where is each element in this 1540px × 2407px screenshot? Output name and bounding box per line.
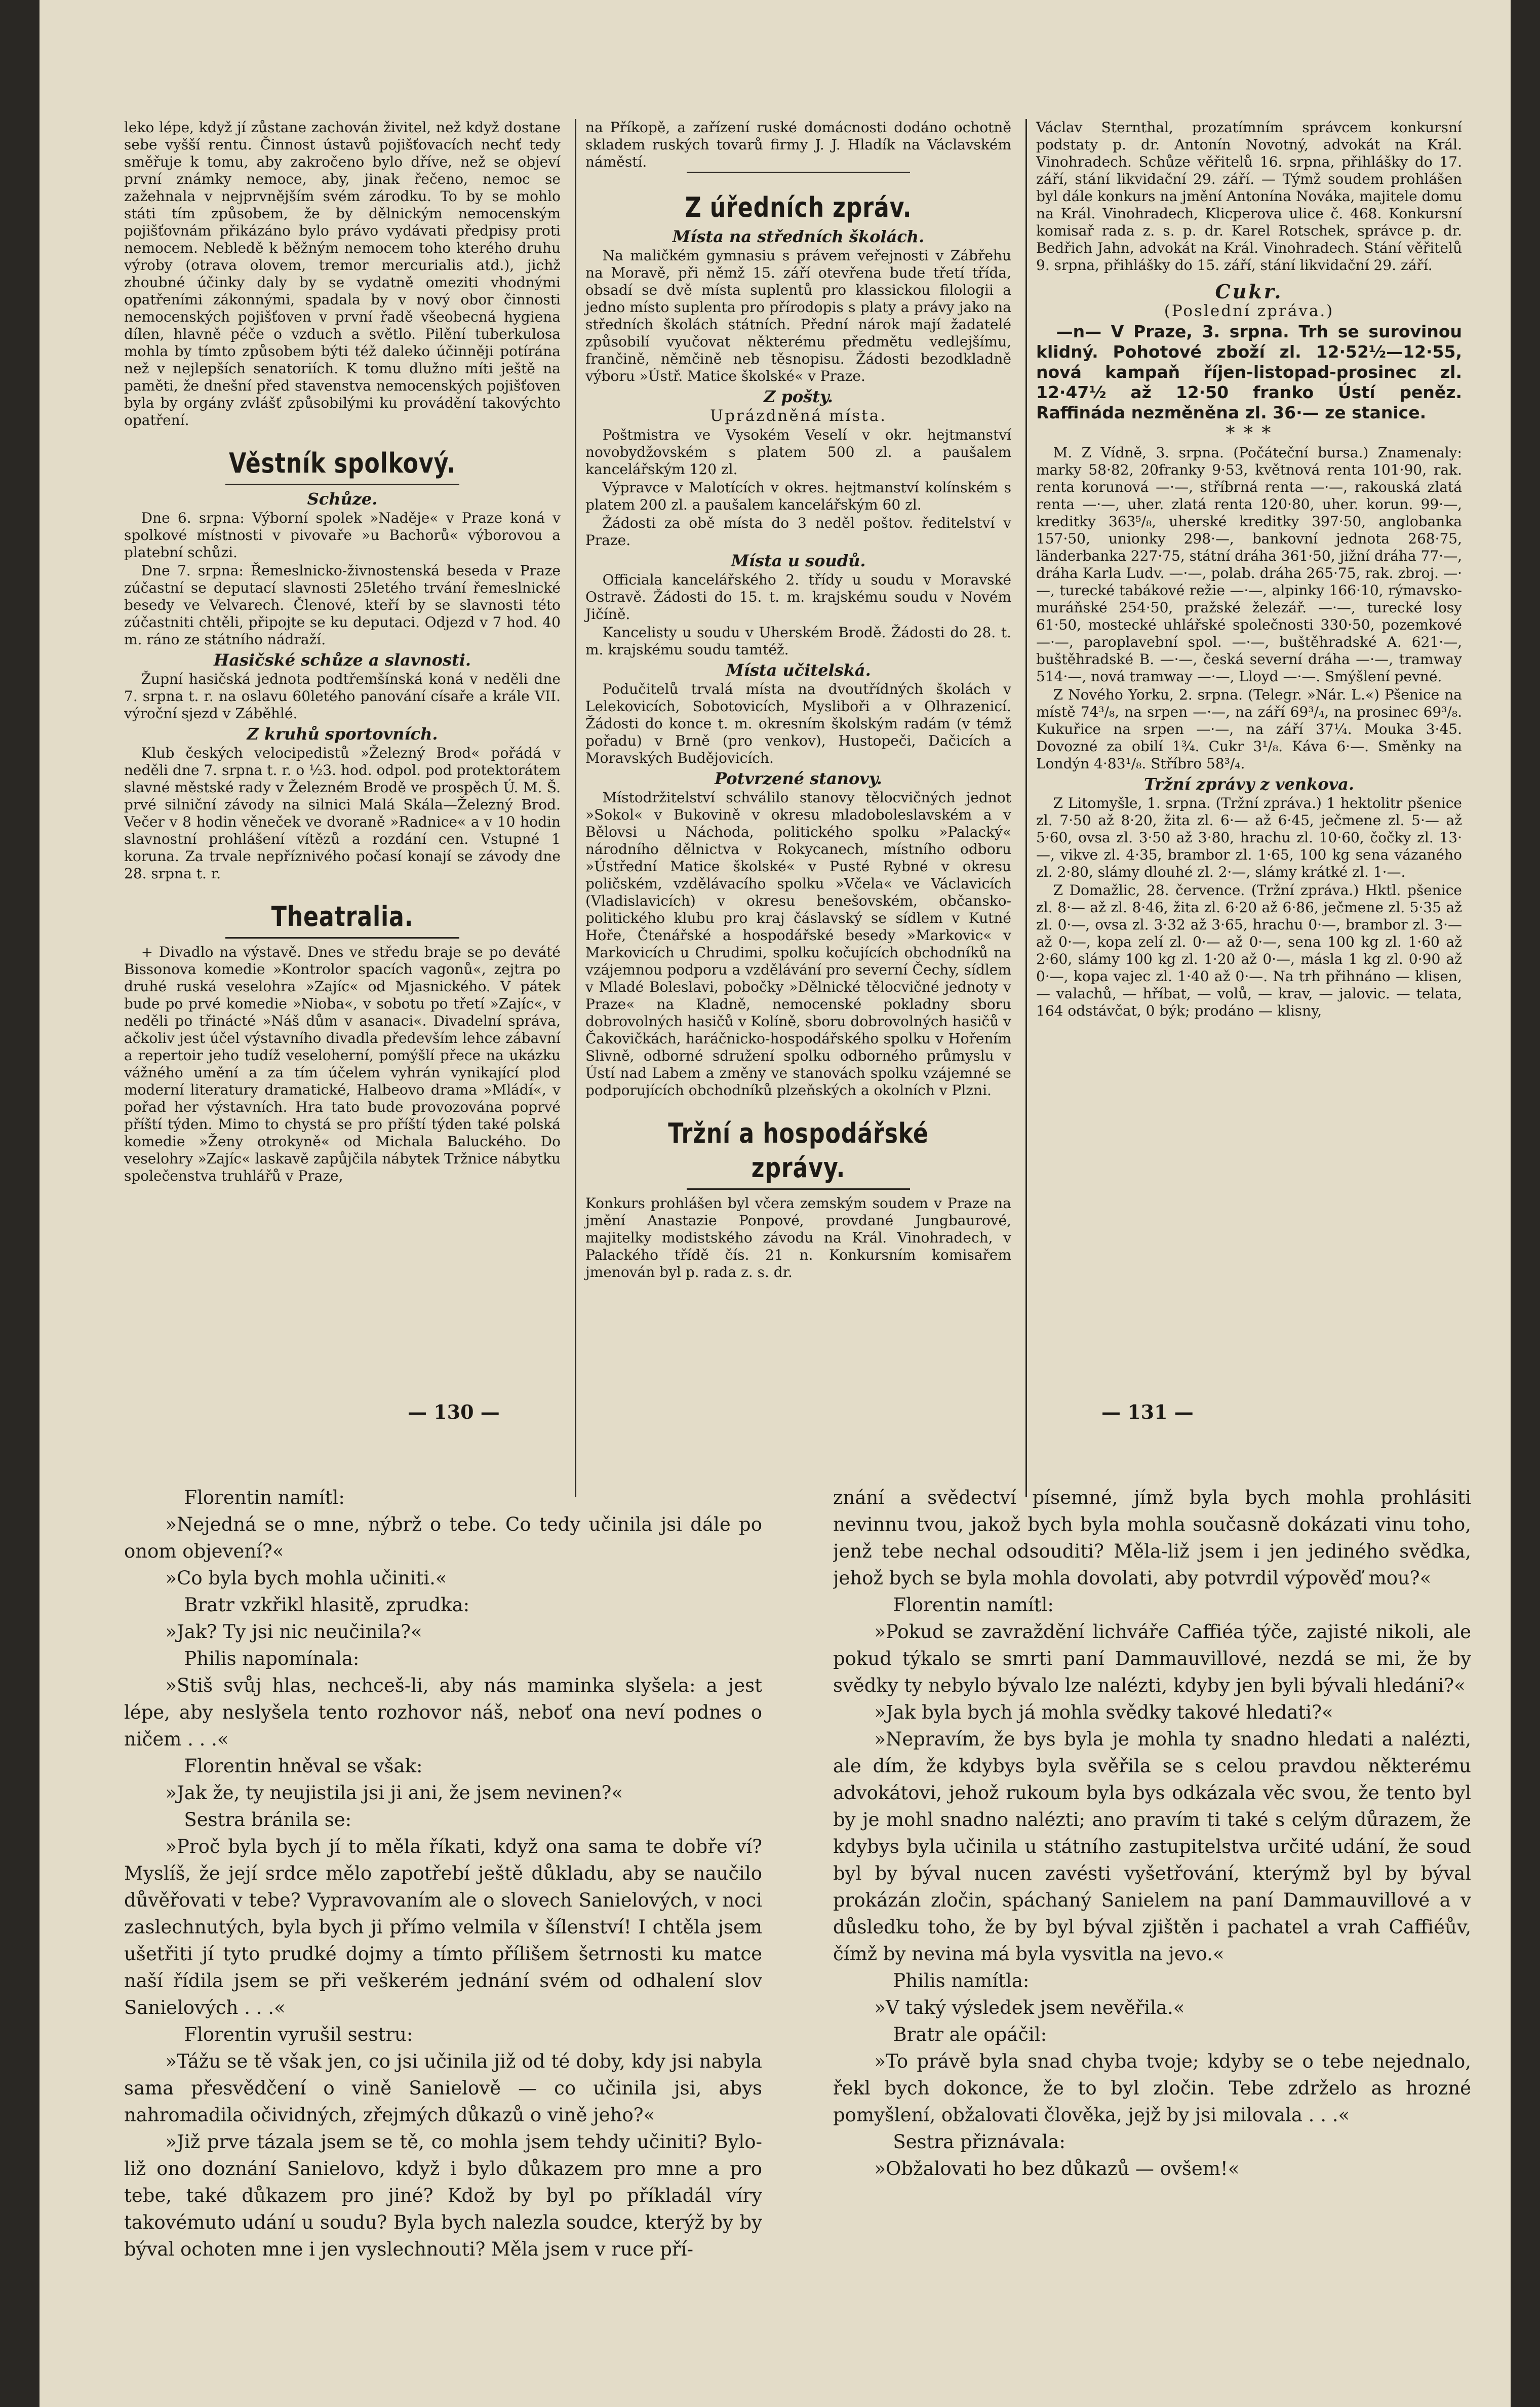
dialogue-paragraph: »Nepravím, že bys byla je mohla ty snadno hledati a nalézti, ale dím, že kdybys byla svěřila se s celou pravdou některému advokátovi, jehož rukoum byla bys odkázala věc svou, že tento byl by je mohl snadno nalézti; ano pravím ti také s celým důrazem, že kdybys byla učinila u státního zastupitelstva určité udání, že soud byl by býval nucen zavésti vyšetřování, kterýmž byl by býval prokázán zločin, spáchaný Sanielem na paní Dammauvillové a v důsledku toho, že by byl býval zjištěn i pachatel a vrah Caffiéův, čímž by nevina má byla vysvitla na jevo.« <box>833 1728 1471 1965</box>
news-column-3 <box>1025 119 1471 1497</box>
article-text <box>124 119 561 429</box>
dialogue-paragraph: »Stiš svůj hlas, nechceš-li, aby nás maminka slyšela: a jest lépe, aby neslyšela tento rozhovor náš, neboť ona neví podnes o ničem . . .« <box>124 1675 762 1750</box>
page-number-right: — 131 — <box>1101 1401 1194 1423</box>
subheading-posledni-zprava: (Poslední zpráva.) <box>1164 302 1334 320</box>
subheading-cukr: Cukr. <box>1215 280 1283 303</box>
speaker-line: Sestra přiznávala: <box>893 2131 1065 2153</box>
paragraph: Officiala kancelářského 2. třídy u soudu v Moravské Ostravě. Žádosti do 15. t. m. krajskému soudu v Novém Jičíně. <box>585 571 1011 623</box>
section-heading-trzni: Tržní a hospodářské zprávy. <box>668 1117 929 1184</box>
article-text <box>585 119 1011 171</box>
subheading-posta: Z pošty. <box>763 387 834 406</box>
dialogue-paragraph: »Obžalovati ho bez důkazů — ovšem!« <box>874 2158 1240 2180</box>
speaker-line: Philis napomínala: <box>184 1648 360 1670</box>
article-text <box>1036 444 1462 772</box>
news-column-2 <box>575 119 1020 1497</box>
speaker-line: Florentin namítl: <box>893 1594 1054 1616</box>
paragraph: Župní hasičská jednota podtřemšínská koná v neděli dne 7. srpna t. r. na oslavu 60letého panování císaře a krále VII. výroční sjezd v Záběhlé. <box>124 671 561 722</box>
paragraph: Výpravce v Malotících v okres. hejtmanství kolínském s platem 200 zl. a paušalem kancelářským 60 zl. <box>585 479 1011 513</box>
paragraph: Na maličkém gymnasiu s právem veřejnosti v Zábřehu na Moravě, při němž 15. září otevřena bude třetí třída, obsadí se dvě místa suplentů pro klassickou filologii a jedno místo suplenta pro přírodopis s platy a právy jako na středních školách státních. Přední nárok mají žadatelé způsobilí vyučovat některému předmětu vedlejšímu, frančině, němčině neb těsnopisu. Žádosti bezodkladně výboru »Ústř. Matice školské« v Praze. <box>585 247 1011 384</box>
novel-pages <box>124 1484 1471 2376</box>
paragraph: Václav Sternthal, prozatímním správcem konkursní podstaty p. dr. Antonín Novotný, advokát na Král. Vinohradech. Schůze věřitelů 16. srpna, přihlášky do 17. září, stání likvidační 29. září. — Týmž soudem prohlášen byl dále konkurs na jmění Antonína Nováka, majitele domu na Král. Vinohradech, Klicperova ulice č. 468. Konkursní komisař rada z. s. p. dr. Karel Rotschek, správce p. dr. Bedřich Jahn, advokát na Král. Vinohradech. Stání věřitelů 9. srpna, přihlášky do 15. září, stání likvidační 29. září. <box>1036 119 1462 274</box>
speaker-line: Bratr vzkřikl hlasitě, zprudka: <box>184 1594 470 1616</box>
paragraph: + Divadlo na výstavě. Dnes ve středu braje se po deváté Bissonova komedie »Kontrolor spacích vagonů«, zejtra po druhé ruská veselohra »Zajíc« od Mjasnického. V pátek bude po prvé komedie »Nioba«, v sobotu po třetí »Zajíc«, v neděli po třinácté »Náš dům v asanaci«. Divadelní správa, ačkoliv jest účel výstavního divadla především lehce zábavní a repertoir jeho tudíž veseloherní, pomýšlí přece na ukázku vážného umění a za tím účelem vyhrán vynikající plod moderní literatury dramatické, Halbeovo drama »Mládí«, v pořad her výstavních. Hra tato bude provozována poprvé příští týden. Mimo to chystá se pro příští týden také polská komedie »Ženy otrokyně« od Michala Baluckého. Do veselohry »Zajíc« laskavě zapůjčila nábytek Tržnice nábytku společenstva truhlářů v Praze, <box>124 944 561 1184</box>
paragraph: Z Domažlic, 28. července. (Tržní zpráva.) Hktl. pšenice zl. 8·— až zl. 8·46, žita zl. 6·20 až 6·86, ječmene zl. 5·35 až zl. 0·—, ovsa zl. 3·32 až 3·65, hrachu 0·—, brambor zl. 3·— až 0·—, kopa zelí zl. 0·— až 0·—, sena 100 kg zl. 1·60 až 2·60, slámy 100 kg zl. 1·20 až 0·—, másla 1 kg zl. 0·90 až 0·—, kopa vajec zl. 1·40 až 0·—. Na trh přihnáno — klisen, — valachů, — hříbat, — volů, — krav, — jalovic. — telata, 164 odstávčat, 0 býk; prodáno — klisny, <box>1036 882 1462 1019</box>
news-column-1 <box>124 119 570 1497</box>
subheading-hasicske: Hasičské schůze a slavnosti. <box>213 650 471 670</box>
paragraph: Žádosti za obě místa do 3 neděl poštov. ředitelství v Praze. <box>585 515 1011 549</box>
subheading-ucitelska: Místa učitelská. <box>726 661 871 680</box>
dialogue-paragraph: »Proč byla bych jí to měla říkati, když ona sama te dobře ví? Myslíš, že její srdce mělo zapotřebí ještě důkladu, aby se naučilo důvěřovati v tebe? Vypravovaním ale o slovech Sanielových, v noci zaslechnutých, byla bych ji přímo velmila v šílenství! I chtěla jsem ušetřiti jí tyto prudké dojmy a tímto přílišem šetrnosti ku matce naší řídila jsem se při veškerém jednání svém od odhalení slov Sanielových . . .« <box>124 1836 762 2018</box>
paragraph: Dne 6. srpna: Výborní spolek »Naděje« v Praze koná v spolkové místnosti v pivovaře »u Bachorů« výborovou a platební schůzi. <box>124 510 561 561</box>
scan-edge-right <box>1511 0 1540 2407</box>
article-text <box>585 426 1011 549</box>
dialogue-paragraph: »Co byla bych mohla učiniti.« <box>165 1567 447 1589</box>
subheading-sport: Z kruhů sportovních. <box>247 724 438 744</box>
subheading-mista-stredni: Místa na středních školách. <box>672 227 925 246</box>
paragraph: na Příkopě, a zařízení ruské domácnosti dodáno ochotně skladem ruských tovarů firmy J. J. Hladík na Václavském náměstí. <box>585 119 1011 170</box>
paragraph: Z Nového Yorku, 2. srpna. (Telegr. »Nár. L.«) Pšenice na místě 74³/₈, na srpen —·—, na září 69³/₄, na prosinec 69³/₈. Kukuřice na srpen —·—, na září 37¼. Mouka 3·45. Dovozné za obilí 1¾. Cukr 3¹/₈. Káva 6·—. Směnky na Londýn 4·83¹/₈. Stříbro 58³/₄. <box>1036 686 1462 772</box>
dialogue-paragraph: »Pokud se zavraždění lichváře Caffiéa týče, zajisté nikoli, ale pokud týkalo se smrti paní Dammauvillové, nezdá se mi, že by svědky ty nebylo bývalo lze nalézti, kdyby jen byli bývali hledáni?« <box>833 1621 1471 1696</box>
article-text <box>1036 795 1462 1020</box>
paragraph: M. Z Vídně, 3. srpna. (Počáteční bursa.) Znamenaly: marky 58·82, 20franky 9·53, květnová renta 101·90, rak. renta korunová —·—, stříbrná renta —·—, rakouská zlatá renta —·—, uher. zlatá renta 120·80, uher. korun. 99·—, kreditky 363⁵/₈, uherské kreditky 397·50, anglobanka 157·50, unionky 298·—, bankovní jednota 268·75, länderbanka 227·75, státní dráha 361·50, jižní dráha 77·—, dráha Karla Ludv. —·—, polab. dráha 265·75, rak. zbroj. —·—, turecké tabákové režie —·—, alpinky 166·10, rýmavsko-muráňské 254·50, pražské železář. —·—, turecké losy 61·50, mostecké uhlářské společnosti 330·50, pozemkové —·—, paroplavební spol. —·—, buštěhradské A. 621·—, buštěhradské B. —·—, česká severní dráha —·—, tramway 514·—, nová tramway —·—, Lloyd —·—. Smýšlení pevné. <box>1036 444 1462 685</box>
heading-rule <box>687 172 910 173</box>
speaker-line: Florentin namítl: <box>184 1487 345 1508</box>
speaker-line: Bratr ale opáčil: <box>893 2024 1047 2045</box>
sugar-report: —n— V Praze, 3. srpna. Trh se surovinou klidný. Pohotové zboží zl. 12·52½—12·55, nová kampaň říjen-listopad-prosinec zl. 12·47½ až 12·50 franko Ústí peněz. Raffináda nezměněna zl. 36·— ze stanice. <box>1036 322 1462 422</box>
page-number-left: — 130 — <box>408 1401 500 1423</box>
paragraph: Poštmistra ve Vysokém Veselí v okr. hejtmanství novobydžovském s platem 500 zl. a paušalem kancelářským 120 zl. <box>585 426 1011 478</box>
article-text <box>585 681 1011 767</box>
subheading-soudy: Místa u soudů. <box>731 551 866 570</box>
paragraph: Podučitelů trvalá místa na dvoutřídných školách v Lelekovicích, Sobotovicích, Mysliboři a v Olhrazenicí. Žádosti do konce t. m. okresním školským radám (v témž pořadu) v Brně (pro venkov), Hustopeči, Dačicích a Moravských Budějovicích. <box>585 681 1011 766</box>
novel-page-131 <box>833 1484 1471 2376</box>
heading-rule <box>225 937 459 939</box>
subheading-trzni-venkov: Tržní zprávy z venkova. <box>1143 774 1355 794</box>
article-text <box>124 944 561 1185</box>
article-text <box>585 789 1011 1099</box>
article-text <box>124 510 561 648</box>
dialogue-paragraph: »Jak že, ty neujistila jsi ji ani, že jsem nevinen?« <box>165 1782 623 1804</box>
dialogue-paragraph: »V taký výsledek jsem nevěřila.« <box>874 1997 1185 2018</box>
page-numbers <box>124 1401 1471 1431</box>
paragraph: Dne 7. srpna: Řemeslnicko-živnostenská beseda v Praze zúčastní se deputací slavnosti 25letého trvání řemeslnické besedy ve Velvarech. Členové, kteří by se slavnosti této zúčastniti chtěli, připojte se ku deputaci. Odjezd v 7 hod. 40 m. ráno ze státního nádraží. <box>124 562 561 648</box>
article-text <box>585 247 1011 385</box>
scan-edge-left <box>0 0 40 2407</box>
article-text <box>124 745 561 882</box>
dialogue-paragraph: »Již prve tázala jsem se tě, co mohla jsem tehdy učiniti? Bylo-liž ono doznání Sanielovo, když i bylo důkazem pro mne a pro tebe, také důkazem pro jiné? Kdož by byl po příkladál víry takovémuto udání u soudu? Byla bych nalezla soudce, kterýž by by býval ochoten mne i jen vyslechnouti? Měla jsem v ruce pří- <box>124 2131 762 2260</box>
paragraph: leko lépe, když jí zůstane zachován živitel, než když dostane sebe vyšší rentu. Činnost ústavů pojišťovacích nechť tedy směřuje k tomu, aby zakročeno bylo dříve, než se objeví první známky nemoce, aby, jinak řečeno, nemoc se zažehnala v nejprvnějším svém zárodku. To by se mohlo státi tím způsobem, že by dělnickým nemocenským pojišťovnám přikázáno bylo právo vydávati předpisy proti nemocem. Nebledě k běžným nemocem toho kterého druhu výroby (otrava olovem, tremor mercurialis atd.), jichž zhoubné účinky daly by se vydatně omeziti vhodnými opatřeními zákonnými, spadala by v nový obor činnosti nemocenských pojišťoven v první řadě všeobecná hygiena dílen, hlavně péče o vzduch a světlo. Pilění tuberkulosa mohla by tímto způsobem býti též daleko účinněji potírána než v nejlepších senatoriích. K tomu dlužno míti ještě na paměti, že dnešní před stavenstva nemocenských pojišťoven byla by orgány zvlášť způsobilými ku provádění takovýchto opatření. <box>124 119 561 429</box>
paragraph: Kancelisty u soudu v Uherském Brodě. Žádosti do 28. t. m. krajskému soudu tamtéž. <box>585 624 1011 658</box>
paragraph: Místodržitelství schválilo stanovy tělocvičných jednot »Sokol« v Bukovině v okresu mladoboleslavském a v Bělovsi u Náchoda, politického spolku »Palacký« národního dělnictva v Rokycanech, místního odboru »Ústřední Matice školské« v Pusté Rybné v okresu poličském, vzdělávacího spolku »Včela« ve Václavicích (Vladislavicích) v okresu benešovském, občansko-politického klubu pro kraj čáslavský se sídlem v Kutné Hoře, Čtenářské a hospodářské besedy »Markovic« v Markovicích u Chrudimi, spolku kočujících obchodníků na vzájemnou podporu a vzdělávání pro severní Čechy, sídlem v Mladé Boleslavi, pobočky »Dělnické tělocvičné jednoty v Praze« na Kladně, nemocenské pokladny sboru dobrovolných hasičů v Kolíně, sboru dobrovolných hasičů v Čakovičkách, haráčnicko-hospodářského spolku v Hořením Slivně, odborné sdružení spolku odborného průmyslu v Ústí nad Labem a změny ve stanovách spolku vzájemné se podporujících obchodníků plzeňských a okolních v Plzni. <box>585 789 1011 1099</box>
article-text <box>1036 119 1462 274</box>
heading-rule <box>225 484 459 485</box>
article-text <box>585 571 1011 658</box>
speaker-line: Sestra bránila se: <box>184 1809 352 1831</box>
paragraph: Konkurs prohlášen byl včera zemským soudem v Praze na jmění Anastazie Ponpové, provdané Jungbaurové, majitelky modistského závodu na Král. Vinohradech, v Palackého třídě čís. 21 n. Konkursním komisařem jmenován byl p. rada z. s. dr. <box>585 1195 1011 1280</box>
section-stars: * * * <box>1226 423 1273 444</box>
dialogue-paragraph: znání a svědectví písemné, jímž byla bych mohla prohlásiti nevinnu tvou, jakož bych byla mohla současně dokázati vinu toho, jenž tebe nechal odsouditi? Měla-liž jsem i jen jediného svědka, jehož bych se byla mohla dovolati, aby potvrdil výpověď mou?« <box>833 1487 1471 1589</box>
subheading-uprazdnena: Uprázdněná místa. <box>709 407 887 425</box>
section-heading-vestnik: Věstník spolkový. <box>229 447 456 479</box>
paragraph: Klub českých velocipedistů »Železný Brod« pořádá v neděli dne 7. srpna t. r. o ½3. hod. odpol. pod protektorátem slavné městské rady v Železném Brodě ve prospěch Ú. M. Š. prvé silniční závody na silnici Malá Skála—Železný Brod. Večer v 8 hodin věneček ve dvoraně »Radnice« a v 10 hodin slavnostní prohlášení vítězů a rozdání cen. Vstupné 1 koruna. Za trvale nepříznivého počasí konají se závody dne 28. srpna t. r. <box>124 745 561 882</box>
article-text <box>124 671 561 722</box>
subheading-stanovy: Potvrzené stanovy. <box>715 769 882 788</box>
subheading-schuze: Schůze. <box>307 489 378 509</box>
novel-page-130 <box>124 1484 762 2376</box>
section-heading-theatralia: Theatralia. <box>271 901 414 933</box>
article-text <box>585 1195 1011 1281</box>
section-heading-uredni: Z úředních zpráv. <box>685 191 912 223</box>
dialogue-paragraph: »Jak byla bych já mohla svědky takové hledati?« <box>874 1701 1333 1723</box>
dialogue-paragraph: »Tážu se tě však jen, co jsi učinila již od té doby, kdy jsi nabyla sama přesvědčení o vině Sanielově — co učinila jsi, abys nahromadila očividných, zřejmých důkazů o vině jeho?« <box>124 2050 762 2126</box>
news-columns <box>124 119 1471 1497</box>
dialogue-paragraph: »Jak? Ty jsi nic neučinila?« <box>165 1621 422 1643</box>
speaker-line: Philis namítla: <box>893 1970 1030 1992</box>
dialogue-paragraph: »Nejedná se o mne, nýbrž o tebe. Co tedy učinila jsi dále po onom objevení?« <box>124 1513 762 1562</box>
speaker-line: Florentin hněval se však: <box>184 1755 423 1777</box>
paragraph: Z Litomyšle, 1. srpna. (Tržní zpráva.) 1 hektolitr pšenice zl. 7·50 až 8·20, žita zl. 6·— až 6·45, ječmene zl. 5·— až 5·60, ovsa zl. 3·50 až 3·80, hrachu zl. 10·60, čočky zl. 13·—, vikve zl. 4·35, brambor zl. 1·65, 100 kg sena vázaného zl. 2·80, slámy dlouhé zl. 2·—, slámy krátké zl. 1·—. <box>1036 795 1462 880</box>
dialogue-paragraph: »To právě byla snad chyba tvoje; kdyby se o tebe nejednalo, řekl bych dokonce, že to byl zločin. Tebe zdrželo as hrozné pomyšlení, obžalovati člověka, jejž by jsi milovala . . .« <box>833 2050 1471 2126</box>
heading-rule <box>687 1188 910 1190</box>
speaker-line: Florentin vyrušil sestru: <box>184 2024 413 2045</box>
